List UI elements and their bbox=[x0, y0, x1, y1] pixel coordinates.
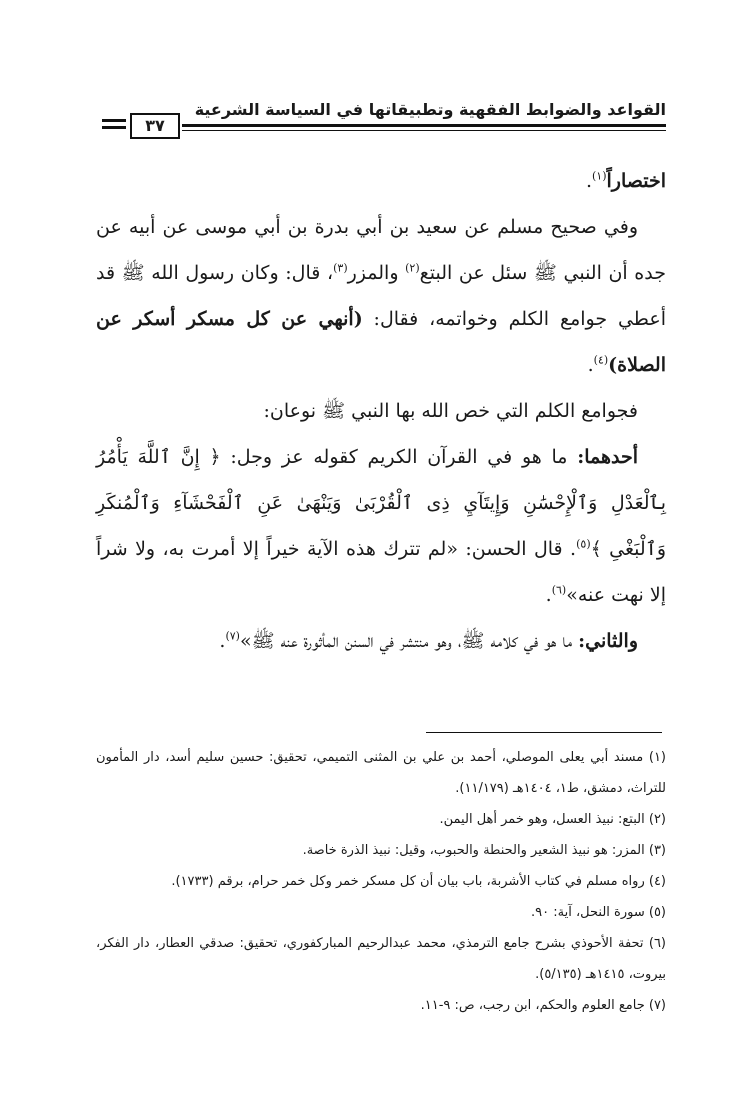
footnote: (٤) رواه مسلم في كتاب الأشربة، باب بيان أن كل مسكر خمر وكل خمر حرام، برقم (١٧٣٣). bbox=[171, 874, 666, 889]
paragraph-text: ما هو في كلامه ﷺ، وهو منتشر في السنن المأثورة عنه ﷺ» bbox=[239, 630, 579, 652]
footnote-ref: (١) bbox=[592, 169, 607, 183]
paragraph bbox=[96, 158, 666, 204]
footnote-ref: (٤) bbox=[593, 353, 609, 367]
quran-verse: ﴿ إِنَّ ٱللَّهَ يَأْمُرُ بِٱلْعَدْلِ وَٱلْإِحْسَٰنِ وَإِيتَآيِ ذِى ٱلْقُرْبَىٰ وَيَنْهَىٰ عَنِ ٱلْفَحْشَآءِ وَٱلْمُنكَرِ وَٱلْبَغْىِ ﴾ bbox=[96, 446, 666, 560]
paragraph-text: اختصاراً bbox=[606, 170, 666, 192]
punctuation: . bbox=[585, 170, 592, 192]
paragraph bbox=[96, 388, 666, 434]
footnote: (٧) جامع العلوم والحكم، ابن رجب، ص: ٩-١١. bbox=[420, 998, 666, 1013]
footnote: (١) مسند أبي يعلى الموصلي، أحمد بن علي بن المثنى التميمي، تحقيق: حسين سليم أسد، دار المأمون للتراث، دمشق، ط١، ١٤٠٤هـ (١١/١٧٩). bbox=[96, 750, 666, 796]
paragraph bbox=[96, 618, 666, 664]
punctuation: . bbox=[587, 354, 594, 376]
paragraph bbox=[96, 434, 666, 618]
footnotes bbox=[96, 742, 666, 1021]
running-header bbox=[96, 100, 666, 140]
main-text bbox=[96, 158, 666, 664]
paragraph-text: وفي صحيح مسلم عن سعيد بن أبي بدرة بن أبي موسى عن أبيه عن جده أن النبي ﷺ سئل عن البتع bbox=[96, 216, 666, 284]
footnote: (٥) سورة النحل، آية: ٩٠. bbox=[531, 905, 666, 920]
footnote: (٦) تحفة الأحوذي بشرح جامع الترمذي، محمد عبدالرحيم المباركفوري، تحقيق: صدقي العطار، دار الفكر، بيروت، ١٤١٥هـ (٥/١٣٥). bbox=[96, 936, 666, 982]
footnote: (٣) المزر: هو نبيذ الشعير والحنطة والحبوب، وقيل: نبيذ الذرة خاصة. bbox=[302, 843, 666, 858]
header-ornament-rule bbox=[102, 119, 126, 122]
paragraph-text: ، قال: وكان رسول الله ﷺ قد أعطي جوامع الكلم وخواتمه، فقال: bbox=[96, 262, 666, 330]
header-title: القواعد والضوابط الفقهية وتطبيقاتها في السياسة الشرعية bbox=[194, 100, 666, 119]
footnote: (٢) البتع: نبيذ العسل، وهو خمر أهل اليمن. bbox=[439, 812, 666, 827]
paragraph bbox=[96, 204, 666, 388]
section-label: والثاني: bbox=[578, 630, 638, 652]
page-number: ٣٧ bbox=[130, 113, 180, 139]
header-rule bbox=[182, 124, 666, 127]
header-rule-thin bbox=[182, 130, 666, 131]
section-label: أحدهما: bbox=[577, 446, 638, 468]
footnote-ref: (٢) bbox=[405, 261, 420, 275]
punctuation: . bbox=[545, 584, 552, 606]
footnote-ref: (٦) bbox=[551, 583, 567, 597]
paragraph-text: ما هو في القرآن الكريم كقوله عز وجل: bbox=[220, 446, 578, 468]
hadith-quote: (أنهي عن كل مسكر أسكر عن الصلاة) bbox=[96, 308, 666, 376]
footnote-ref: (٧) bbox=[225, 629, 240, 643]
paragraph-text: فجوامع الكلم التي خص الله بها النبي ﷺ نوعان: bbox=[263, 400, 638, 422]
footnote-ref: (٣) bbox=[333, 261, 348, 275]
punctuation: . bbox=[219, 630, 226, 652]
footnote-separator bbox=[426, 732, 662, 733]
footnote-ref: (٥) bbox=[576, 537, 591, 551]
paragraph-text: والمزر bbox=[347, 262, 406, 284]
header-ornament-rule bbox=[102, 126, 126, 129]
paragraph-text: . قال الحسن: «لم تترك هذه الآية خيراً إلا أمرت به، ولا شراً إلا نهت عنه» bbox=[96, 538, 666, 606]
